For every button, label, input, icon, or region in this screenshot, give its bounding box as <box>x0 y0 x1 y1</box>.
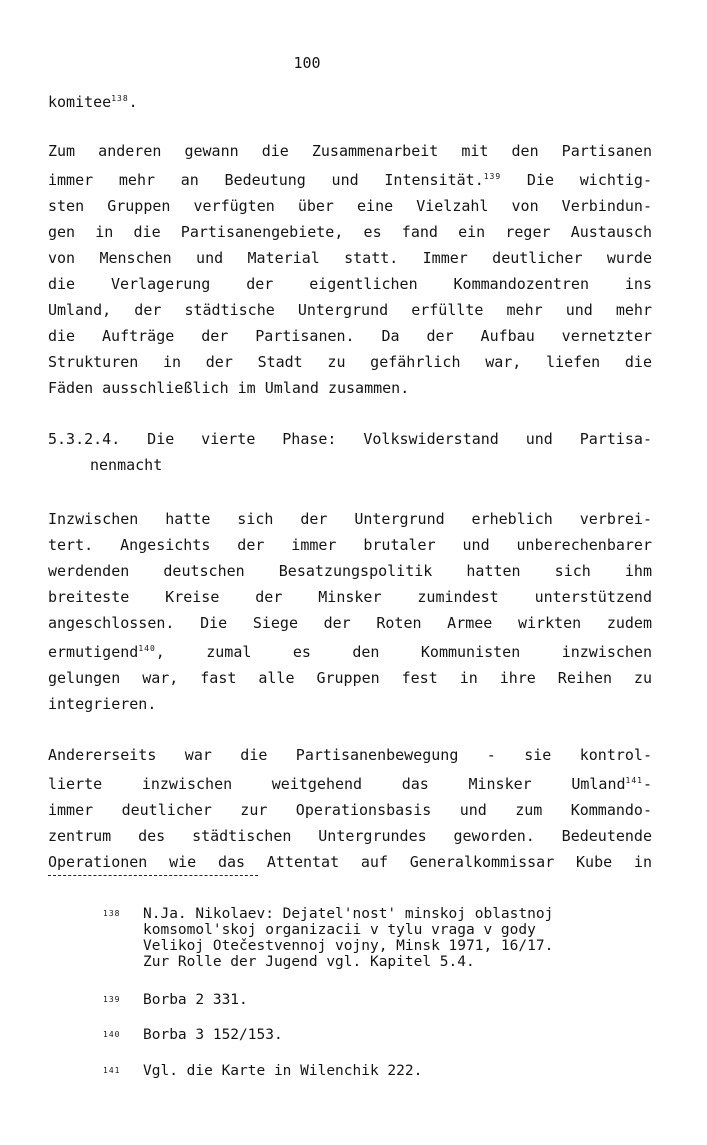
text-line: breiteste Kreise der Minsker zumindest unterstützend <box>48 588 652 606</box>
text-line: Umland, der städtische Untergrund erfüllte mehr und mehr <box>48 301 652 319</box>
section-heading <box>48 426 652 478</box>
text-line: Inzwischen hatte sich der Untergrund erheblich verbrei- <box>48 510 652 528</box>
footnote-text: Vgl. die Karte in Wilenchik 222. <box>143 1063 423 1079</box>
top-fragment <box>48 86 652 115</box>
footnote-mark: 138 <box>103 909 121 918</box>
heading-line: 5.3.2.4. Die vierte Phase: Volkswiderstand und Partisa- <box>48 430 652 448</box>
page-number: 100 <box>293 54 321 72</box>
footnote-mark: 139 <box>103 995 121 1004</box>
paragraph-2 <box>48 506 652 717</box>
heading-line: nenmacht <box>90 456 163 474</box>
paragraph-3 <box>48 742 652 875</box>
text-line: sten Gruppen verfügten über eine Vielzahl von Verbindun- <box>48 197 652 215</box>
footnote-ref-139: 139 <box>483 172 502 181</box>
footnote-mark: 140 <box>103 1030 121 1039</box>
text-line: Fäden ausschließlich im Umland zusammen. <box>48 379 410 397</box>
footnote-ref-138: 138 <box>111 94 129 103</box>
text-line: zentrum des städtischen Untergrundes geworden. Bedeutende <box>48 827 652 845</box>
text-line: Zum anderen gewann die Zusammenarbeit mit den Partisanen <box>48 142 652 160</box>
text-line: immer deutlicher zur Operationsbasis und zum Kommando- <box>48 801 652 819</box>
footnote-ref-140: 140 <box>138 644 156 653</box>
footnote-text: N.Ja. Nikolaev: Dejatel'nost' minskoj oblastnoj komsomol'skoj organizacii v tylu vraga v gody Velikoj Otečestvennoj vojny, Minsk 1971, 16/17. Zur Rolle der Jugend vgl. Kapitel 5.4. <box>143 906 554 970</box>
text-line: gelungen war, fast alle Gruppen fest in ihre Reihen zu <box>48 669 652 687</box>
text-line: von Menschen und Material statt. Immer deutlicher wurde <box>48 249 652 267</box>
footnote-text: Borba 3 152/153. <box>143 1027 283 1043</box>
text-line: integrieren. <box>48 695 157 713</box>
text-line: ermutigend$^{140}$, zumal es den Kommunisten inzwischen <box>48 643 652 661</box>
text-line: Operationen wie das Attentat auf Generalkommissar Kube in <box>48 853 652 871</box>
text-line: angeschlossen. Die Siege der Roten Armee wirkten zudem <box>48 614 652 632</box>
text-line: werdenden deutschen Besatzungspolitik hatten sich ihm <box>48 562 652 580</box>
fragment-word: komitee <box>48 93 112 111</box>
text-line: gen in die Partisanengebiete, es fand ein reger Austausch <box>48 223 652 241</box>
footnote-separator <box>48 875 258 876</box>
text-line: lierte inzwischen weitgehend das Minsker Umland$^{141}$- <box>48 775 652 793</box>
fragment-end: . <box>128 93 138 111</box>
text-line: Andererseits war die Partisanenbewegung - sie kontrol- <box>48 746 652 764</box>
text-line: die Verlagerung der eigentlichen Kommandozentren ins <box>48 275 652 293</box>
text-line: immer mehr an Bedeutung und Intensität.$^{139}$ Die wichtig- <box>48 171 652 189</box>
footnote-ref-141: 141 <box>625 776 643 785</box>
paragraph-1 <box>48 138 652 401</box>
text-line: tert. Angesichts der immer brutaler und unberechenbarer <box>48 536 652 554</box>
text-line: Strukturen in der Stadt zu gefährlich war, liefen die <box>48 353 652 371</box>
footnote-mark: 141 <box>103 1066 121 1075</box>
footnote-text: Borba 2 331. <box>143 992 248 1008</box>
text-line: die Aufträge der Partisanen. Da der Aufbau vernetzter <box>48 327 652 345</box>
